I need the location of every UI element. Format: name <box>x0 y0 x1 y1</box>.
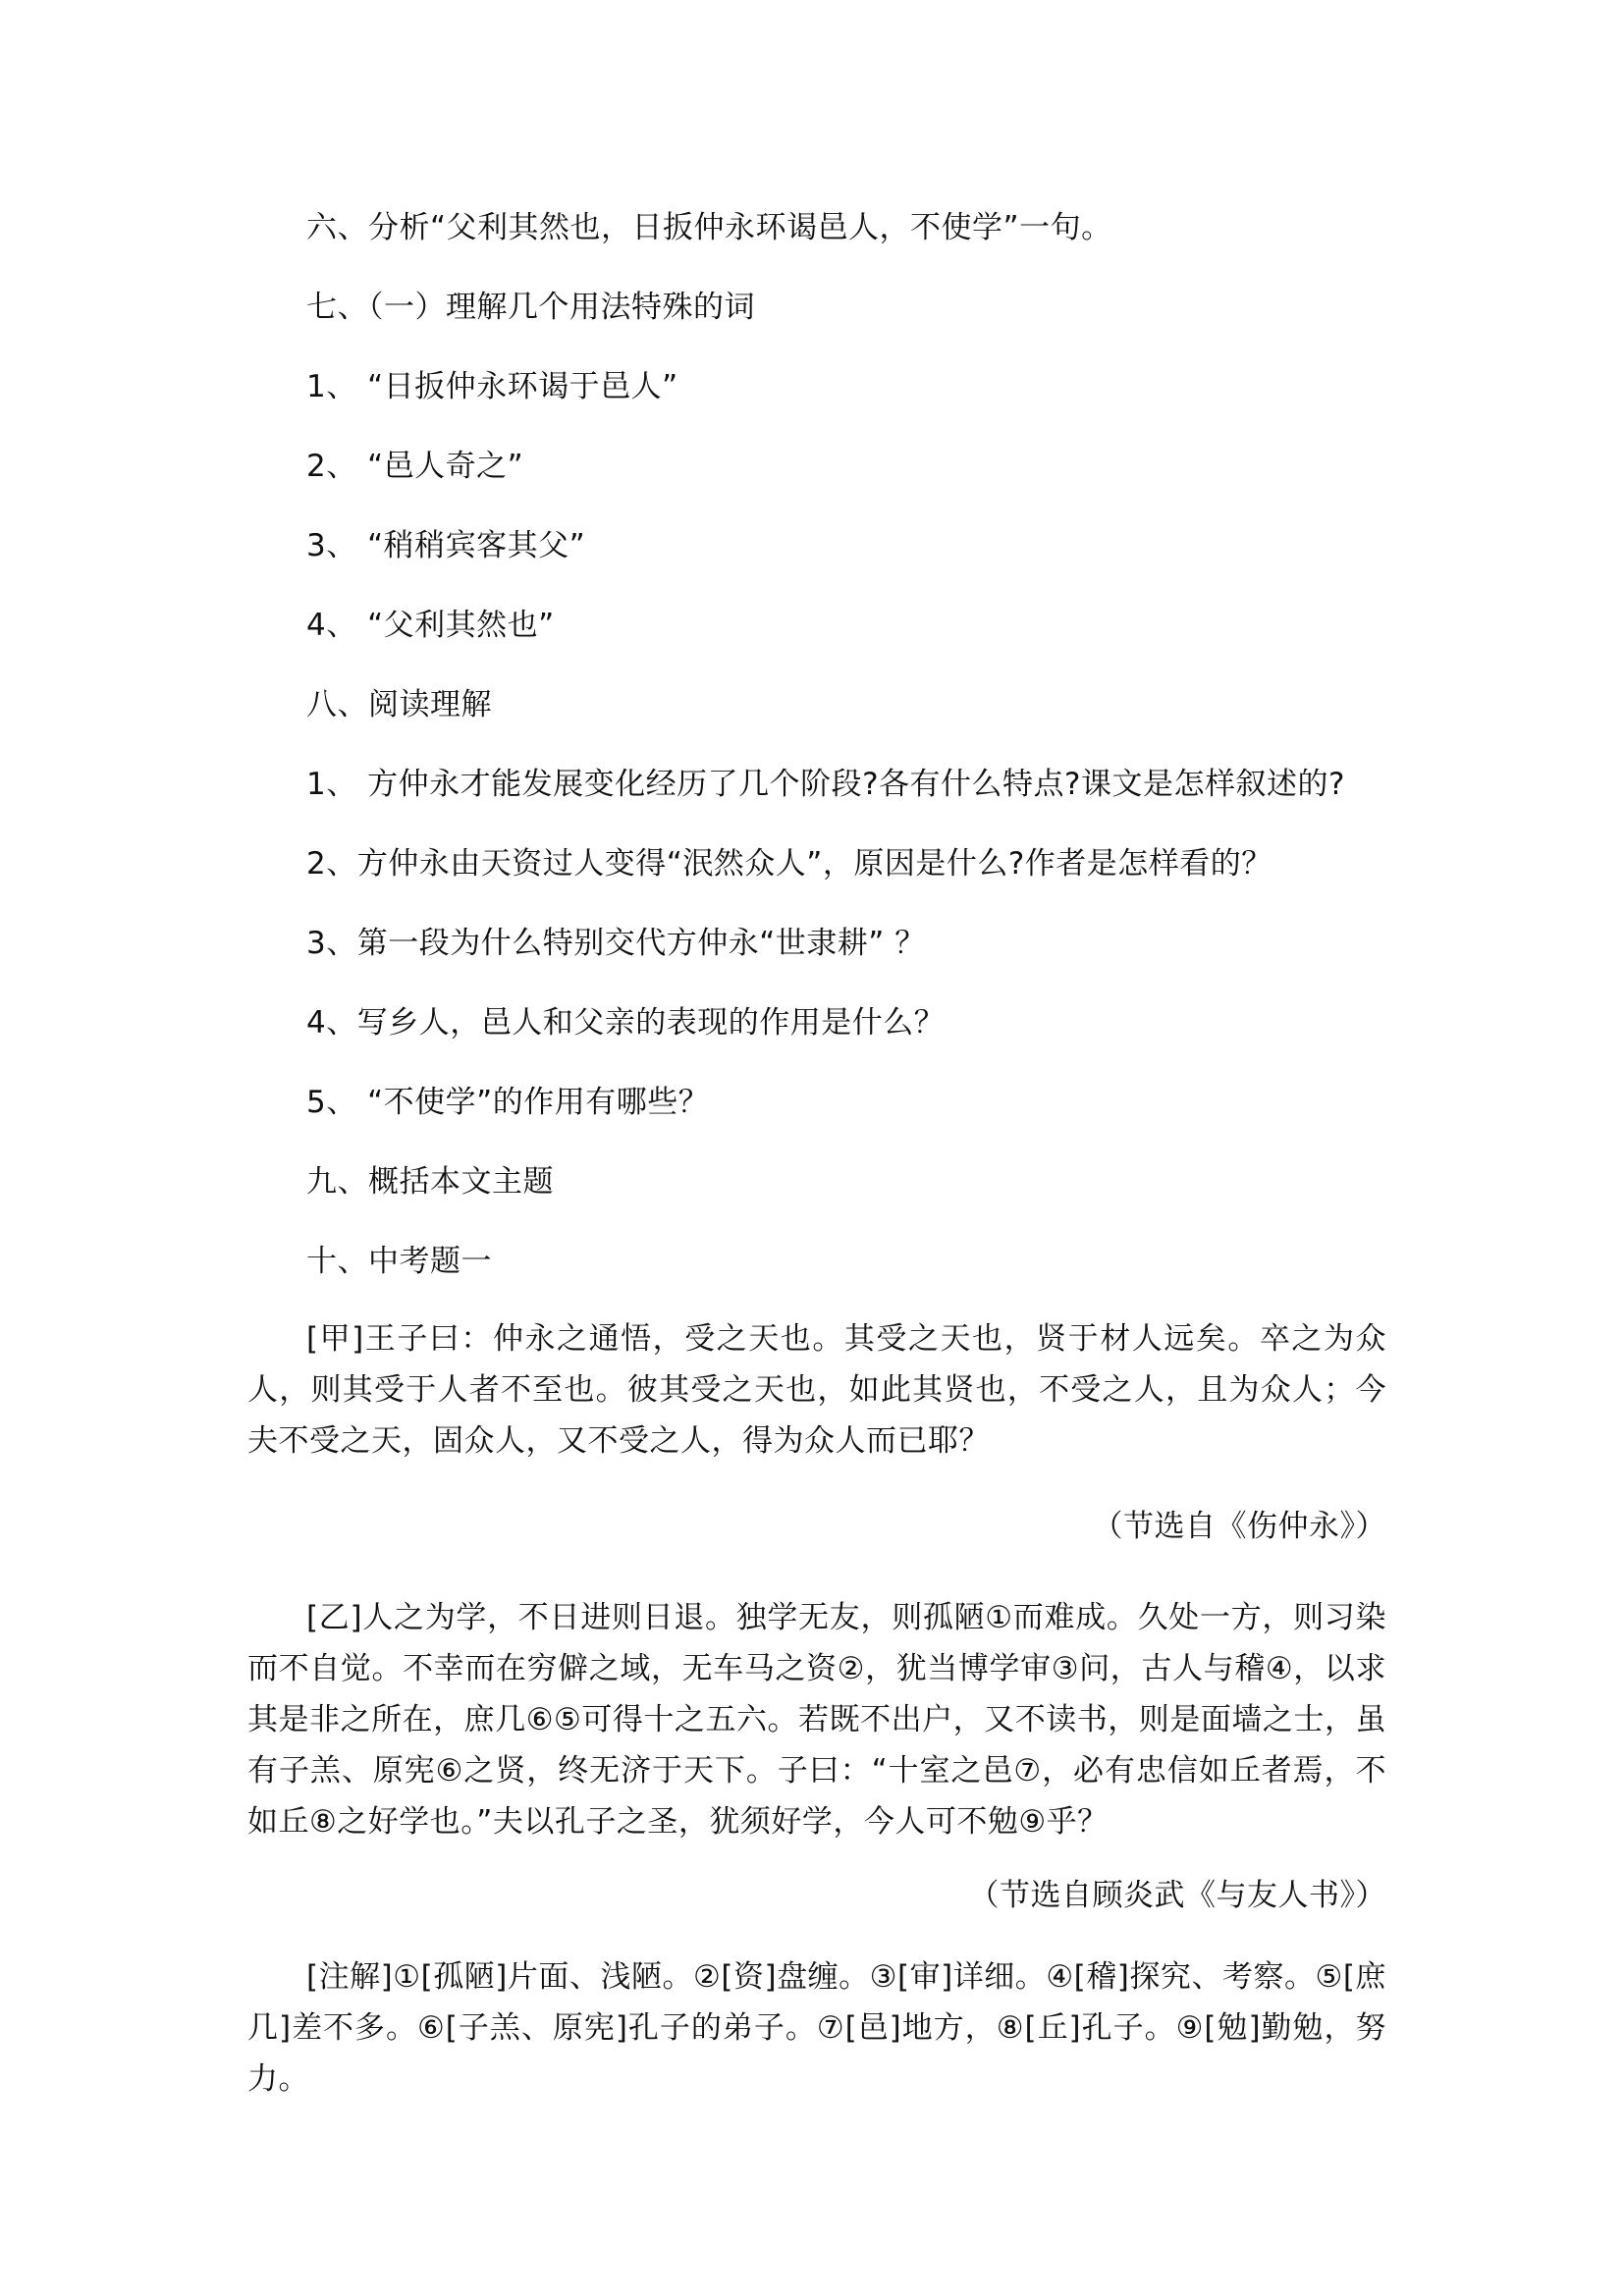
annotation-notes: [注解]①[孤陋]片面、浅陋。②[资]盘缠。③[审]详细。④[稽]探究、考察。⑤[庶几]差不多。⑥[子羔、原宪]孔子的弟子。⑦[邑]地方，⑧[丘]孔子。⑨[勉]勤勉，努力。 <box>247 1959 1386 2097</box>
question-6: 六、分析“父利其然也，日扳仲永环谒邑人，不使学”一句。 <box>306 210 1112 245</box>
passage-jia-source: （节选自《伤仲永》） <box>1092 1509 1386 1544</box>
question-8-item-1: 1、 方仲永才能发展变化经历了几个阶段?各有什么特点?课文是怎样叙述的? <box>306 767 1345 802</box>
question-9: 九、概括本文主题 <box>306 1164 554 1200</box>
question-7-item-1: 1、 “日扳仲永环谒于邑人” <box>306 369 678 404</box>
question-7-item-4: 4、 “父利其然也” <box>306 608 555 643</box>
question-8-item-2: 2、方仲永由天资过人变得“泯然众人”，原因是什么?作者是怎样看的？ <box>306 846 1272 881</box>
question-7-item-3: 3、 “稍稍宾客其父” <box>306 528 586 563</box>
question-7-item-2: 2、 “邑人奇之” <box>306 449 524 484</box>
question-10-heading: 十、中考题一 <box>306 1244 492 1279</box>
passage-yi-source: （节选自顾炎武《与友人书》） <box>968 1878 1386 1913</box>
passage-yi: [乙]人之为学，不日进则日退。独学无友，则孤陋①而难成。久处一方，则习染而不自觉。不幸而在穷僻之域，无车马之资②，犹当博学审③问，古人与稽④，以求其是非之所在，庶几⑥⑤可得十之五六。若既不出户，又不读书，则是面墙之士，虽有子羔、原宪⑥之贤，终无济于天下。子曰：“十室之邑⑦，必有忠信如丘者焉，不如丘⑧之好学也。”夫以孔子之圣，犹须好学，今人可不勉⑨乎？ <box>247 1600 1386 1840</box>
question-8-item-4: 4、写乡人，邑人和父亲的表现的作用是什么？ <box>306 1005 946 1041</box>
question-7-heading: 七、（一）理解几个用法特殊的词 <box>306 290 755 325</box>
passage-jia: [甲]王子曰：仲永之通悟，受之天也。其受之天也，贤于材人远矣。卒之为众人，则其受于人者不至也。彼其受之天也，如此其贤也，不受之人，且为众人；今夫不受之天，固众人，又不受之人，得为众人而已耶？ <box>247 1321 1386 1459</box>
question-8-item-5: 5、 “不使学”的作用有哪些？ <box>306 1085 710 1120</box>
question-8-item-3: 3、第一段为什么特别交代方仲永“世隶耕” ？ <box>306 926 926 961</box>
question-8-heading: 八、阅读理解 <box>306 687 492 722</box>
